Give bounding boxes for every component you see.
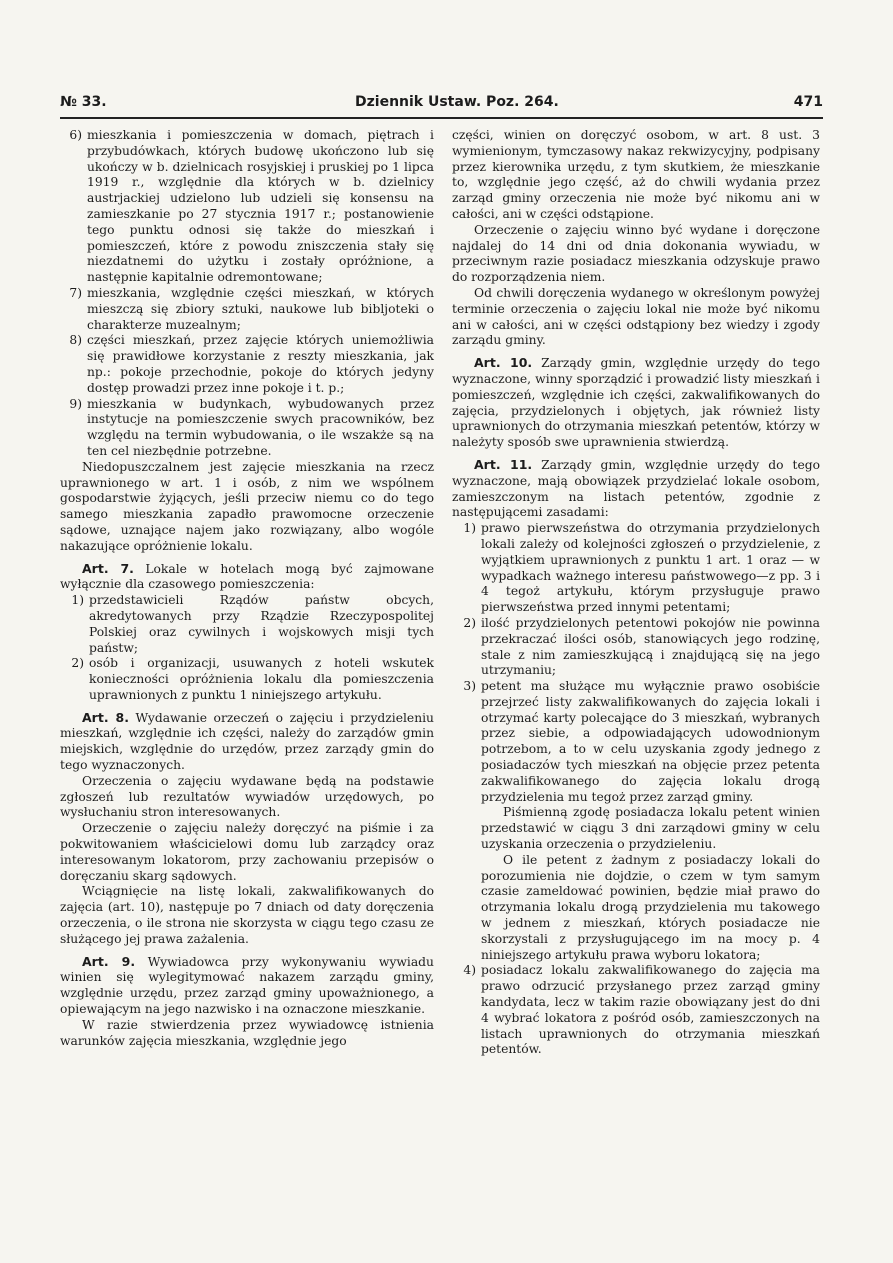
item-text: O ile petent z żadnym z posiadaczy lokali do porozumienia nie dojdzie, o czem w tym samym czasie zameldować powinien, będzie miał prawo do otrzymania lokalu drogą przydzielenia mu takowego w jednem z mieszkań, których posiadacze nie skorzystali z przysługującego im na mocy p. 4 niniejszego artykułu prawa wyboru lokatora;	[481, 852, 820, 962]
issue-number: № 33.	[60, 94, 107, 110]
right-column	[452, 128, 820, 1058]
paragraph: Od chwili doręczenia wydanego w określonym powyżej terminie orzeczenia o zajęciu lokal nie może być nikomu ani w całości, ani w części odstąpiony bez wiedzy i zgody zarządu gminy.	[452, 285, 820, 348]
article-11	[452, 457, 820, 521]
page-header	[60, 92, 823, 116]
left-column	[60, 128, 434, 1049]
item-text: Piśmienną zgodę posiadacza lokalu petent winien przedstawić w ciągu 3 dni zarządowi gminy w celu uzyskania orzeczenia o przydzieleniu.	[481, 805, 820, 852]
article-label: Art. 10.	[474, 355, 533, 371]
article-label: Art. 8.	[82, 709, 129, 725]
list-item	[452, 616, 820, 679]
item-number: 9)	[69, 396, 82, 411]
article-8	[60, 710, 434, 774]
article-text: Zarządy gmin, względnie urzędy do tego wyznaczone, mają obowiązek przydzielać lokale osobom, zamieszczonym na listach petentów, zgodnie z następującemi zasadami:	[452, 457, 820, 520]
article-label: Art. 11.	[474, 456, 533, 472]
list-item	[452, 963, 820, 1058]
item-text: osób i organizacji, usuwanych z hoteli wskutek konieczności opróżnienia lokalu dla pomieszczenia uprawnionych z punktu 1 niniejszego artykułu.	[89, 656, 434, 702]
paragraph: W razie stwierdzenia przez wywiadowcę istnienia warunków zajęcia mieszkania, względnie jego	[60, 1017, 434, 1048]
list-item	[60, 128, 434, 286]
list-item	[60, 286, 434, 333]
list-item	[452, 679, 820, 963]
item-number: 2)	[71, 656, 84, 671]
item-number: 3)	[463, 679, 476, 694]
article-7	[60, 561, 434, 594]
list-item	[60, 333, 434, 396]
item-number: 1)	[463, 521, 476, 536]
article-text: Wywiadowca przy wykonywaniu wywiadu winien się wylegitymować nakazem zarządu gminy, względnie urzędu, przez zarząd gminy upoważnionego, a opiewającym na jego nazwisko i na oznaczone mieszkanie.	[60, 954, 434, 1017]
header-rule	[60, 117, 823, 119]
header-title: Dziennik Ustaw. Poz. 264.	[355, 94, 559, 110]
article-text: Wydawanie orzeczeń o zajęciu i przydzieleniu mieszkań, względnie ich części, należy do zarządów gmin miejskich, względnie do urzędów, przez zarządy gmin do tego wyznaczonych.	[60, 710, 434, 773]
article-9	[60, 954, 434, 1018]
item-text: petent ma służące mu wyłącznie prawo osobiście przejrzeć listy zakwalifikowanych do zajęcia lokali i otrzymać karty polecające do 3 mieszkań, wybranych przez siebie, a odpowiadających udowodnionym potrzebom, a to w celu uzyskania zgody jednego z posiadaczów tych mieszkań na objęcie przez petenta zakwalifikowanego do zajęcia lokalu drogą przydzielenia mu tegoż przez zarząd gminy.	[481, 679, 820, 804]
item-number: 6)	[69, 128, 82, 142]
item-text: ilość przydzielonych petentowi pokojów nie powinna przekraczać ilości osób, stanowiących jego rodzinę, stale z nim zamieszkującą i znajdującą się na jego utrzymaniu;	[481, 615, 820, 678]
paragraph: Wciągnięcie na listę lokali, zakwalifikowanych do zajęcia (art. 10), następuje po 7 dniach od daty doręczenia orzeczenia, o ile strona nie skorzysta w ciągu tego czasu ze służącego jej prawa zażalenia.	[60, 884, 434, 946]
item-text: mieszkania i pomieszczenia w domach, piętrach i przybudówkach, których budowę ukończono lub się ukończy w b. dzielnicach rosyjskiej i pruskiej po 1 lipca 1919 r., względnie dla których w b. dzielnicy austrjackiej udzielono lub udzieli się konsensu na zamieszkanie po 27 stycznia 1917 r.; postanowienie tego punktu odnosi się także do mieszkań i pomieszczeń, które z powodu zniszczenia stały się niezdatnemi do użytku i zostały opróżnione, a następnie kapitalnie odremontowane;	[87, 128, 434, 285]
item-number: 8)	[69, 333, 82, 348]
item-text: prawo pierwszeństwa do otrzymania przydzielonych lokali zależy od kolejności zgłoszeń o przydzielenie, z wyjątkiem uprawnionych z punktu 1 art. 1 oraz — w wypadkach ważnego interesu państwowego—z pp. 3 i 4 tegoż artykułu, którym przysługuje prawo pierwszeństwa przed innymi petentami;	[481, 521, 820, 615]
item-text: części mieszkań, przez zajęcie których uniemożliwia się prawidłowe korzystanie z reszty mieszkania, jak np.: pokoje przechodnie, pokoje do których jedyny dostęp prowadzi przez inne pokoje i t. p.;	[87, 333, 434, 395]
article-label: Art. 9.	[82, 953, 136, 969]
page-number: 471	[793, 94, 823, 110]
item-number: 2)	[463, 615, 476, 630]
item-body	[481, 679, 820, 963]
list-item	[60, 593, 434, 656]
paragraph: części, winien on doręczyć osobom, w art. 8 ust. 3 wymienionym, tymczasowy nakaz rekwizycyjny, podpisany przez kierownika urzędu, z tym skutkiem, że mieszkanie to, względnie jego część, aż do chwili wydania przez zarząd gminy orzeczenia nie może być nikomu ani w całości, ani w części odstąpione.	[452, 128, 820, 221]
item-text: przedstawicieli Rządów państw obcych, akredytowanych przy Rządzie Rzeczypospolitej Polskiej oraz cywilnych i wojskowych misji tych państw;	[89, 593, 434, 655]
list-item	[60, 397, 434, 460]
article-text: Lokale w hotelach mogą być zajmowane wyłącznie dla czasowego pomieszczenia:	[60, 561, 434, 592]
article-text: Zarządy gmin, względnie urzędy do tego wyznaczone, winny sporządzić i prowadzić listy mieszkań i pomieszczeń, względnie ich części, zakwalifikowanych do zajęcia, przydzielonych i objętych, jak również listy uprawnionych do otrzymania mieszkań petentów, którzy w należyty sposób swe uprawnienia stwierdzą.	[452, 356, 820, 450]
paragraph: Orzeczenie o zajęciu należy doręczyć na piśmie i za pokwitowaniem właścicielowi domu lub zarządcy oraz interesowanym lokatorom, przy zachowaniu przepisów o doręczaniu skarg sądowych.	[60, 821, 434, 883]
item-number: 7)	[69, 285, 82, 300]
item-text: mieszkania w budynkach, wybudowanych przez instytucje na pomieszczenie swych pracowników, bez względu na termin wybudowania, o ile wszakże są na ten cel niezbędnie potrzebne.	[87, 396, 434, 458]
item-text: mieszkania, względnie części mieszkań, w których mieszczą się zbiory sztuki, naukowe lub bibljoteki o charakterze muzealnym;	[87, 285, 434, 332]
item-number: 4)	[463, 963, 476, 978]
item-text: posiadacz lokalu zakwalifikowanego do zajęcia ma prawo odrzucić przysłanego przez zarząd gminy kandydata, lecz w takim razie obowiązany jest do dni 4 wybrać lokatora z pośród osób, zamieszczonych na listach uprawnionych do otrzymania mieszkań petentów.	[481, 963, 820, 1057]
paragraph: Orzeczenie o zajęciu winno być wydane i doręczone najdalej do 14 dni od dnia dokonania wywiadu, w przeciwnym razie posiadacz mieszkania odzyskuje prawo do rozporządzenia niem.	[452, 222, 820, 285]
item-number: 1)	[71, 593, 84, 608]
list-item	[60, 656, 434, 703]
list-item	[452, 521, 820, 616]
article-label: Art. 7.	[82, 560, 134, 576]
paragraph: Orzeczenia o zajęciu wydawane będą na podstawie zgłoszeń lub rezultatów wywiadów urzędowych, po wysłuchaniu stron interesowanych.	[60, 773, 434, 820]
paragraph: Niedopuszczalnem jest zajęcie mieszkania na rzecz uprawnionego w art. 1 i osób, z nim we wspólnem gospodarstwie żyjących, jeśli przeciw niemu co do tego samego mieszkania zapadło prawomocne orzeczenie sądowe, uznające najem jako rozwiązany, albo wogóle nakazujące opróżnienie lokalu.	[60, 459, 434, 553]
article-10	[452, 355, 820, 451]
